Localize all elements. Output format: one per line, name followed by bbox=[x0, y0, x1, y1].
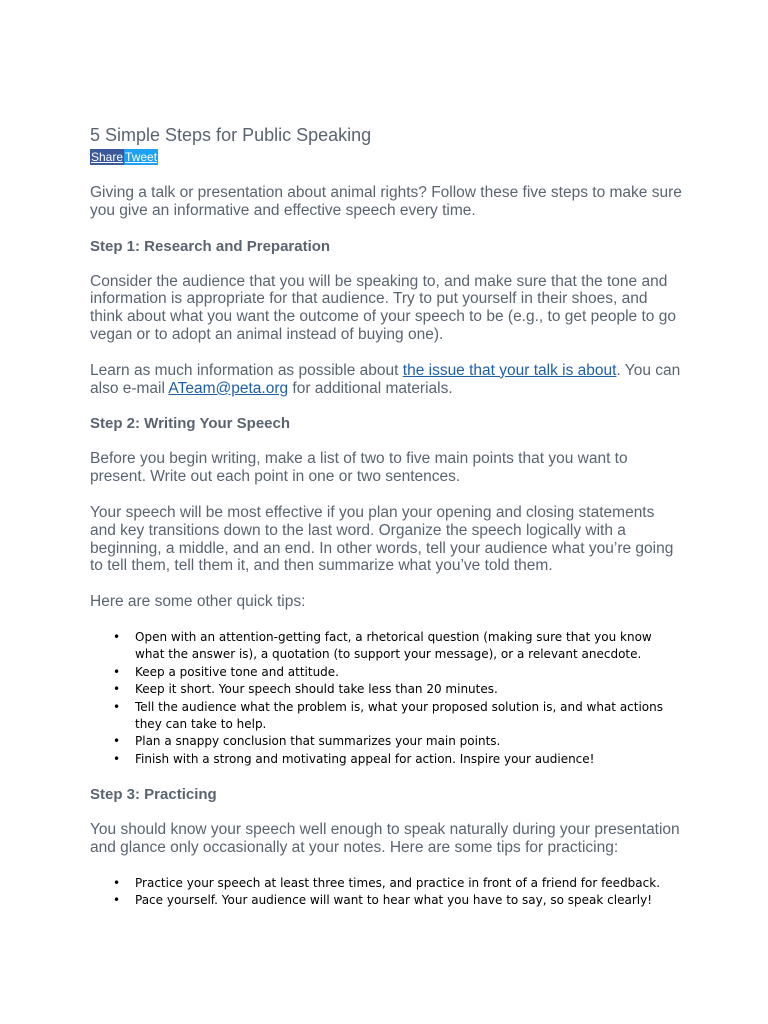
step2-paragraph-1: Before you begin writing, make a list of two to five main points that you want to present. Write out each point in one or two sentences. bbox=[90, 450, 628, 486]
list-item-text: Tell the audience what the problem is, what your proposed solution is, and what actions they can take to help. bbox=[135, 699, 664, 731]
list-item-text: Keep a positive tone and attitude. bbox=[135, 664, 339, 679]
step3-tips-list bbox=[90, 875, 680, 910]
step1-paragraph-1: Consider the audience that you will be speaking to, and make sure that the tone and information is appropriate for that audience. Try to put yourself in their shoes, and think about what you want the outcome of your speech to be (e.g., to get people to go vegan or to adopt an animal instead of buying one). bbox=[90, 272, 676, 343]
step3-heading: Step 3: Practicing bbox=[90, 786, 217, 804]
bullet-icon: • bbox=[113, 751, 121, 766]
email-link[interactable]: ATeam@peta.org bbox=[168, 379, 289, 397]
bullet-icon: • bbox=[113, 875, 121, 890]
bullet-icon: • bbox=[113, 664, 121, 679]
list-item bbox=[113, 664, 680, 681]
step1-paragraph-2 bbox=[90, 362, 682, 398]
page-title: 5 Simple Steps for Public Speaking bbox=[90, 125, 372, 145]
list-item-text: Practice your speech at least three times, and practice in front of a friend for feedback. bbox=[135, 875, 661, 890]
list-item bbox=[113, 892, 680, 909]
list-item bbox=[113, 751, 680, 768]
step1-p2-before: Learn as much information as possible about bbox=[90, 361, 403, 379]
bullet-icon: • bbox=[113, 629, 121, 644]
step1-heading: Step 1: Research and Preparation bbox=[90, 237, 331, 255]
bullet-icon: • bbox=[113, 682, 121, 697]
step2-heading: Step 2: Writing Your Speech bbox=[90, 415, 291, 433]
step1-p2-after: for additional materials. bbox=[288, 379, 453, 397]
list-item-text: Keep it short. Your speech should take less than 20 minutes. bbox=[135, 682, 498, 697]
step2-tips-list bbox=[90, 629, 680, 768]
list-item-text: Plan a snappy conclusion that summarizes your main points. bbox=[135, 734, 501, 749]
bullet-icon: • bbox=[113, 893, 121, 908]
list-item bbox=[113, 681, 680, 698]
document-page bbox=[90, 124, 682, 910]
bullet-icon: • bbox=[113, 734, 121, 749]
tweet-button[interactable]: Tweet bbox=[125, 150, 158, 164]
bullet-icon: • bbox=[113, 699, 121, 714]
list-item bbox=[113, 733, 680, 750]
list-item bbox=[113, 875, 680, 892]
share-bar bbox=[90, 149, 682, 165]
issue-link[interactable]: the issue that your talk is about bbox=[402, 361, 617, 379]
list-item bbox=[113, 699, 680, 734]
intro-paragraph: Giving a talk or presentation about animal rights? Follow these five steps to make sure you give an informative and effective speech every time. bbox=[90, 184, 682, 219]
list-item bbox=[113, 629, 680, 664]
list-item-text: Open with an attention-getting fact, a rhetorical question (making sure that you know what the answer is), a quotation (to support your message), or a relevant anecdote. bbox=[135, 629, 652, 662]
step1-p2-middle: . You can also e-mail bbox=[90, 361, 681, 397]
share-button[interactable]: Share bbox=[91, 150, 124, 164]
step2-paragraph-3: Here are some other quick tips: bbox=[90, 593, 306, 611]
step3-paragraph-1: You should know your speech well enough to speak naturally during your presentation and glance only occasionally at your notes. Here are some tips for practicing: bbox=[90, 821, 680, 856]
list-item-text: Pace yourself. Your audience will want to hear what you have to say, so speak clearly! bbox=[135, 893, 653, 908]
step2-paragraph-2: Your speech will be most effective if you plan your opening and closing statements and key transitions down to the last word. Organize the speech logically with a beginning, a middle, and an end. In other words, tell your audience what you’re going to tell them, tell them it, and then summarize what you’ve told them. bbox=[90, 503, 674, 575]
list-item-text: Finish with a strong and motivating appeal for action. Inspire your audience! bbox=[135, 751, 595, 766]
